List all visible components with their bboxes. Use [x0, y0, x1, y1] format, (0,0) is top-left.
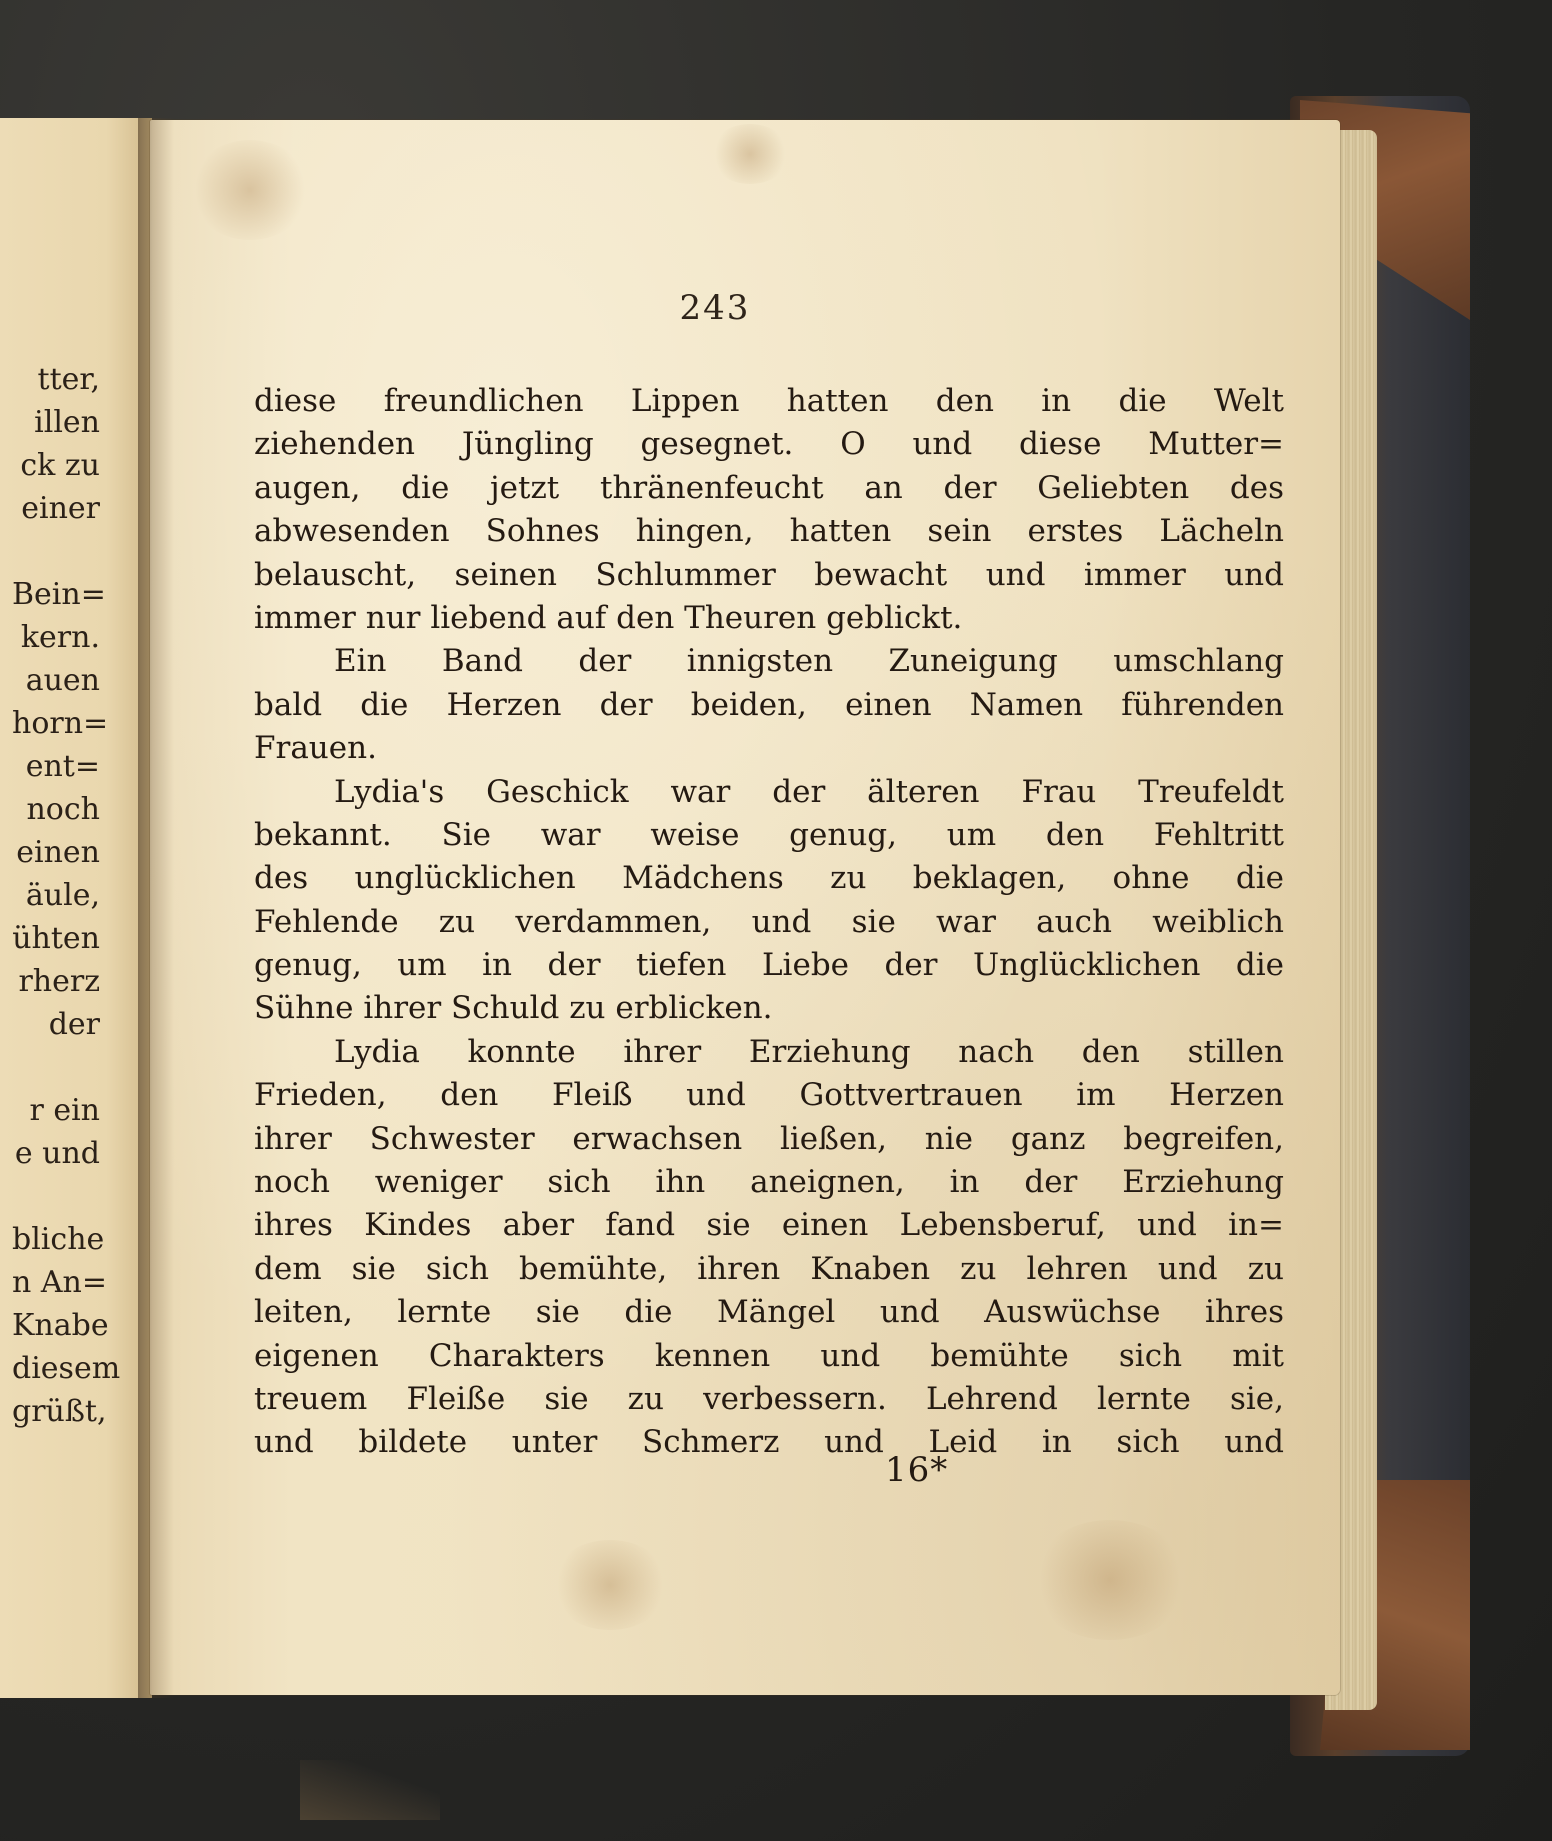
facing-page-line: illen [34, 405, 100, 440]
facing-page-line: Knabe [12, 1308, 109, 1343]
text-line: dem sie sich bemühte, ihren Knaben zu lehren und zu [254, 1250, 1284, 1287]
facing-page-line: n An= [12, 1265, 107, 1300]
facing-page-line: r ein [29, 1093, 100, 1128]
text-line: Lydia konnte ihrer Erziehung nach den stillen [334, 1033, 1284, 1070]
facing-page-line: ck zu [20, 448, 100, 483]
text-line: treuem Fleiße sie zu verbessern. Lehrend lernte sie, [254, 1380, 1284, 1417]
paper-crease [300, 1760, 440, 1820]
facing-page-line: auen [25, 663, 100, 698]
text-line: und bildete unter Schmerz und Leid in sich und [254, 1424, 1284, 1461]
facing-page-line: ent= [25, 749, 100, 784]
printer-signature-mark: 16* [885, 1450, 949, 1490]
book-gutter-shadow [138, 118, 174, 1698]
facing-page-line: kern. [20, 620, 100, 655]
text-line: genug, um in der tiefen Liebe der Unglücklichen die [254, 947, 1284, 984]
text-line: bekannt. Sie war weise genug, um den Fehltritt [254, 816, 1284, 853]
facing-page-line: e und [14, 1136, 100, 1171]
facing-page-line: bliche [12, 1222, 105, 1257]
facing-page-line: einen [16, 835, 100, 870]
text-line: augen, die jetzt thränenfeucht an der Geliebten des [254, 469, 1284, 506]
facing-page-line: äule, [25, 878, 100, 913]
facing-page-line: tter, [37, 362, 100, 397]
paper-stain [190, 140, 310, 240]
paper-stain [550, 1540, 670, 1630]
text-line: ziehenden Jüngling gesegnet. O und diese Mutter= [254, 426, 1284, 463]
paper-stain [1030, 1520, 1190, 1640]
text-line: abwesenden Sohnes hingen, hatten sein erstes Lächeln [254, 513, 1284, 550]
facing-page-line: einer [21, 491, 100, 526]
text-line: ihres Kindes aber fand sie einen Lebensberuf, und in= [254, 1207, 1284, 1244]
book-page [150, 120, 1340, 1695]
text-line: belauscht, seinen Schlummer bewacht und immer und [254, 556, 1284, 593]
text-line: immer nur liebend auf den Theuren geblickt. [254, 599, 963, 636]
text-line: bald die Herzen der beiden, einen Namen führenden [254, 686, 1284, 723]
facing-page-line [12, 530, 100, 573]
facing-page-line: horn= [12, 706, 109, 741]
text-line: Sühne ihrer Schuld zu erblicken. [254, 990, 773, 1027]
facing-page [0, 118, 152, 1698]
text-line: eigenen Charakters kennen und bemühte sich mit [254, 1337, 1284, 1374]
text-line: Frauen. [254, 730, 377, 767]
paper-stain [710, 124, 790, 184]
facing-page-line: diesem [12, 1351, 121, 1386]
text-line: Lydia's Geschick war der älteren Frau Treufeldt [334, 773, 1284, 810]
page-number: 243 [679, 288, 751, 328]
facing-page-line: Bein= [12, 577, 106, 612]
facing-page-line [12, 1175, 100, 1218]
facing-page-line: grüßt, [12, 1394, 107, 1429]
text-line: Frieden, den Fleiß und Gottvertrauen im Herzen [254, 1077, 1284, 1114]
text-line: ihrer Schwester erwachsen ließen, nie ganz begreifen, [254, 1120, 1284, 1157]
facing-page-line: der [48, 1007, 100, 1042]
text-line: des unglücklichen Mädchens zu beklagen, ohne die [254, 860, 1284, 897]
facing-page-line: noch [26, 792, 100, 827]
text-line: leiten, lernte sie die Mängel und Auswüchse ihres [254, 1294, 1284, 1331]
text-line: diese freundlichen Lippen hatten den in die Welt [254, 383, 1284, 419]
page-body-text [254, 380, 1284, 1465]
facing-page-text [12, 358, 152, 1433]
facing-page-line [12, 1046, 100, 1089]
text-line: noch weniger sich ihn aneignen, in der Erziehung [254, 1164, 1284, 1201]
text-line: Fehlende zu verdammen, und sie war auch weiblich [254, 903, 1284, 940]
facing-page-line: rherz [18, 964, 100, 999]
text-line: Ein Band der innigsten Zuneigung umschlang [334, 643, 1284, 680]
facing-page-line: ühten [12, 921, 100, 956]
